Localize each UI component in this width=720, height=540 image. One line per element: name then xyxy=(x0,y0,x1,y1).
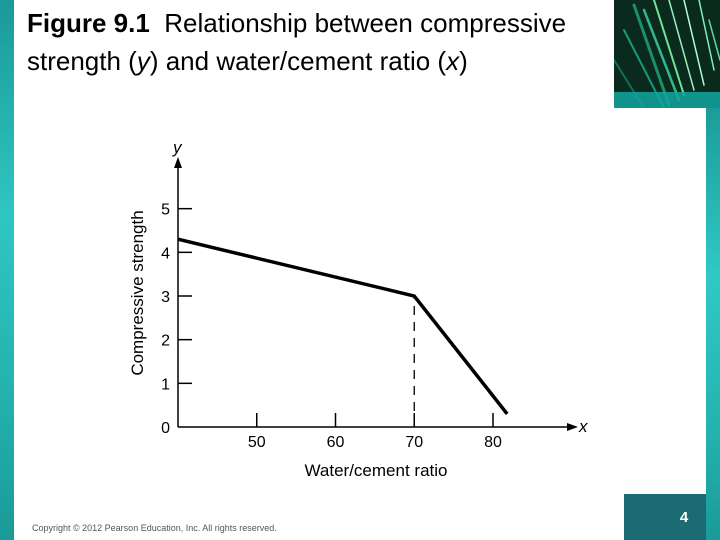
axes xyxy=(174,157,578,431)
x-ticks xyxy=(248,413,502,451)
y-tick-label: 0 xyxy=(161,420,170,437)
y-tick-label: 5 xyxy=(161,201,170,219)
copyright-notice: Copyright © 2012 Pearson Education, Inc. All rights reserved. xyxy=(32,523,277,533)
x-axis-arrow xyxy=(567,423,578,431)
y-tick-label: 1 xyxy=(161,376,170,394)
y-tick-label: 4 xyxy=(161,245,170,263)
x-tick-label: 80 xyxy=(484,434,502,451)
page-number: 4 xyxy=(624,494,706,540)
series xyxy=(178,239,507,414)
y-axis-arrow xyxy=(174,157,182,168)
x-tick-label: 70 xyxy=(405,434,424,451)
figure-number: Figure 9.1 xyxy=(27,8,150,38)
x-tick-label: 50 xyxy=(247,434,266,451)
title-text-2: ) and water/cement ratio ( xyxy=(149,46,447,76)
x-tick-label: 60 xyxy=(326,434,345,451)
y-axis-var: y xyxy=(173,138,182,157)
series-line xyxy=(178,239,507,414)
title-x-var: x xyxy=(446,46,460,76)
title-y-var: y xyxy=(136,46,150,76)
y-ticks xyxy=(161,202,192,437)
y-axis-label: Compressive strength xyxy=(128,210,147,376)
y-tick-label: 2 xyxy=(161,332,170,350)
y-tick-label: 3 xyxy=(161,289,170,306)
x-axis-label: Water/cement ratio xyxy=(304,461,448,480)
x-axis-var: x xyxy=(579,417,588,436)
title-text-3: ) xyxy=(459,46,468,76)
title-text-1: Relationship between compressive strength ( xyxy=(27,8,567,76)
